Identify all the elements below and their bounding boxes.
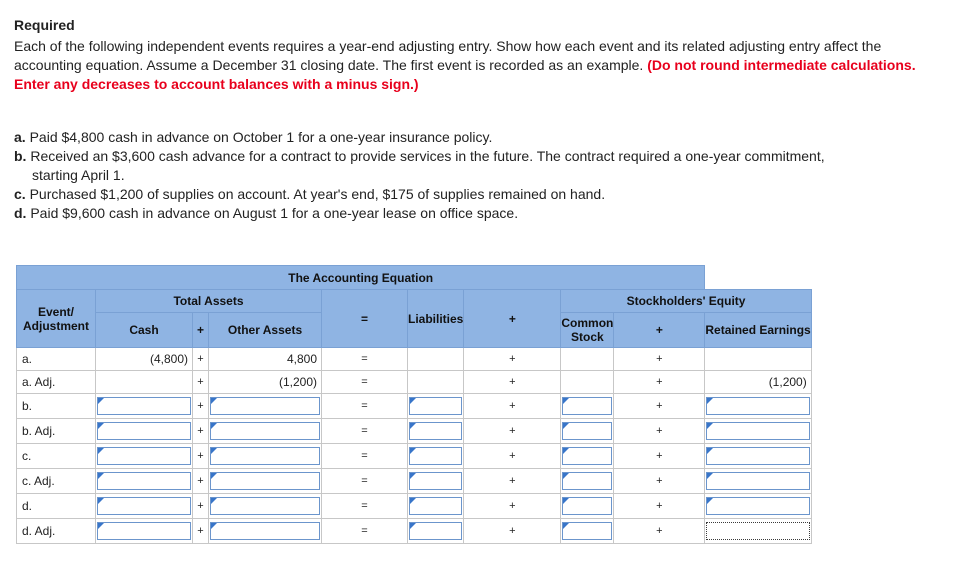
retained-earnings-input[interactable]: [706, 397, 809, 415]
common-stock-input[interactable]: [562, 447, 612, 465]
plus-sign: +: [193, 371, 209, 394]
row-event: c.: [17, 444, 96, 469]
header-stockholders-equity: Stockholders' Equity: [561, 290, 811, 313]
retained-earnings-input[interactable]: [706, 472, 809, 490]
common-stock-input-cell: [561, 444, 614, 469]
other-assets-input[interactable]: [210, 422, 320, 440]
retained-earnings-input[interactable]: [706, 447, 809, 465]
header-other-assets: Other Assets: [209, 313, 322, 348]
cash-input[interactable]: [97, 472, 191, 490]
header-plus-1: +: [193, 313, 209, 348]
other-assets-input-cell: [209, 519, 322, 544]
cash-input-cell: [96, 519, 193, 544]
liabilities-input[interactable]: [409, 472, 462, 490]
event-a: a. Paid $4,800 cash in advance on October 1 for a one-year insurance policy.: [14, 129, 493, 145]
cash-input-cell: [96, 394, 193, 419]
plus-sign: +: [193, 469, 209, 494]
plus-sign: +: [614, 394, 705, 419]
plus-sign: +: [193, 419, 209, 444]
liabilities-input-cell: [408, 394, 464, 419]
cash-input[interactable]: [97, 447, 191, 465]
instructions-warning: (Do not round intermediate calculations. Enter any decreases to account balances with a minus sign.): [14, 57, 916, 92]
equals-sign: =: [322, 394, 408, 419]
plus-sign: +: [193, 348, 209, 371]
retained-earnings-input-cell: [705, 519, 811, 544]
retained-earnings-input-cell: [705, 419, 811, 444]
common-stock-input-cell: [561, 419, 614, 444]
cash-value: (4,800): [96, 348, 193, 371]
cash-input-cell: [96, 419, 193, 444]
events-list: [14, 128, 944, 223]
plus-sign: +: [464, 348, 561, 371]
cash-input[interactable]: [97, 422, 191, 440]
common-stock-input[interactable]: [562, 497, 612, 515]
other-assets-input[interactable]: [210, 522, 320, 540]
common-stock-input-cell: [561, 519, 614, 544]
required-heading: Required: [14, 17, 75, 33]
plus-sign: +: [614, 519, 705, 544]
plus-sign: +: [614, 348, 705, 371]
plus-sign: +: [464, 371, 561, 394]
other-assets-input-cell: [209, 419, 322, 444]
liabilities-input[interactable]: [409, 447, 462, 465]
other-assets-input[interactable]: [210, 472, 320, 490]
other-assets-input-cell: [209, 394, 322, 419]
common-stock-input-cell: [561, 394, 614, 419]
header-common-stock: Common Stock: [561, 313, 614, 348]
table-row: [17, 469, 812, 494]
event-d: d. Paid $9,600 cash in advance on August 1 for a one-year lease on office space.: [14, 205, 519, 221]
cash-input[interactable]: [97, 397, 191, 415]
table-row: [17, 444, 812, 469]
retained-earnings-value: [705, 348, 811, 371]
retained-earnings-input-cell: [705, 469, 811, 494]
event-c: c. Purchased $1,200 of supplies on account. At year's end, $175 of supplies remained on hand.: [14, 186, 606, 202]
plus-sign: +: [464, 444, 561, 469]
equals-sign: =: [322, 444, 408, 469]
accounting-equation-table: [16, 265, 812, 544]
table-row: [17, 519, 812, 544]
header-cash: Cash: [96, 313, 193, 348]
plus-sign: +: [193, 519, 209, 544]
plus-sign: +: [614, 469, 705, 494]
event-b: b. Received an $3,600 cash advance for a contract to provide services in the future. The contract required a one-year commitment, starting April 1.: [14, 148, 825, 183]
row-event: a.: [17, 348, 96, 371]
other-assets-value: (1,200): [209, 371, 322, 394]
liabilities-input[interactable]: [409, 522, 462, 540]
retained-earnings-input[interactable]: [706, 522, 809, 540]
common-stock-input-cell: [561, 469, 614, 494]
row-event: a. Adj.: [17, 371, 96, 394]
instructions: [14, 37, 939, 94]
table-row: [17, 371, 812, 394]
row-event: c. Adj.: [17, 469, 96, 494]
instructions-text: Each of the following independent events requires a year-end adjusting entry. Show how each event and its related adjusting entry affect the accounting equation. Assume a December 31 closing date. The first event is recorded as an example.: [14, 38, 882, 73]
cash-input-cell: [96, 469, 193, 494]
header-retained-earnings: Retained Earnings: [705, 313, 811, 348]
retained-earnings-input-cell: [705, 494, 811, 519]
common-stock-value: [561, 348, 614, 371]
retained-earnings-input[interactable]: [706, 422, 809, 440]
liabilities-input-cell: [408, 419, 464, 444]
retained-earnings-input[interactable]: [706, 497, 809, 515]
plus-sign: +: [614, 444, 705, 469]
plus-sign: +: [464, 394, 561, 419]
header-equals: =: [322, 290, 408, 348]
table-row: [17, 394, 812, 419]
row-event: b.: [17, 394, 96, 419]
liabilities-value: [408, 348, 464, 371]
plus-sign: +: [193, 494, 209, 519]
other-assets-input[interactable]: [210, 447, 320, 465]
other-assets-input-cell: [209, 469, 322, 494]
common-stock-input[interactable]: [562, 397, 612, 415]
plus-sign: +: [193, 394, 209, 419]
plus-sign: +: [464, 494, 561, 519]
table-title: The Accounting Equation: [17, 266, 705, 290]
liabilities-value: [408, 371, 464, 394]
table-row: [17, 348, 812, 371]
cash-input[interactable]: [97, 497, 191, 515]
liabilities-input-cell: [408, 494, 464, 519]
header-total-assets: Total Assets: [96, 290, 322, 313]
plus-sign: +: [614, 419, 705, 444]
plus-sign: +: [464, 419, 561, 444]
plus-sign: +: [614, 494, 705, 519]
cash-value: [96, 371, 193, 394]
common-stock-input[interactable]: [562, 472, 612, 490]
liabilities-input-cell: [408, 444, 464, 469]
other-assets-input[interactable]: [210, 497, 320, 515]
equals-sign: =: [322, 371, 408, 394]
equals-sign: =: [322, 419, 408, 444]
equals-sign: =: [322, 469, 408, 494]
other-assets-value: 4,800: [209, 348, 322, 371]
retained-earnings-input-cell: [705, 394, 811, 419]
header-liabilities: Liabilities: [408, 290, 464, 348]
equals-sign: =: [322, 519, 408, 544]
liabilities-input-cell: [408, 519, 464, 544]
header-plus-3: +: [464, 290, 561, 348]
retained-earnings-value: (1,200): [705, 371, 811, 394]
equals-sign: =: [322, 348, 408, 371]
row-event: d. Adj.: [17, 519, 96, 544]
cash-input-cell: [96, 444, 193, 469]
common-stock-value: [561, 371, 614, 394]
liabilities-input[interactable]: [409, 397, 462, 415]
table-row: [17, 494, 812, 519]
cash-input[interactable]: [97, 522, 191, 540]
plus-sign: +: [614, 371, 705, 394]
row-event: d.: [17, 494, 96, 519]
common-stock-input[interactable]: [562, 422, 612, 440]
liabilities-input[interactable]: [409, 422, 462, 440]
table-row: [17, 419, 812, 444]
row-event: b. Adj.: [17, 419, 96, 444]
header-event: Event/ Adjustment: [17, 290, 96, 348]
header-plus-4: +: [614, 313, 705, 348]
other-assets-input[interactable]: [210, 397, 320, 415]
common-stock-input[interactable]: [562, 522, 612, 540]
equals-sign: =: [322, 494, 408, 519]
other-assets-input-cell: [209, 444, 322, 469]
other-assets-input-cell: [209, 494, 322, 519]
cash-input-cell: [96, 494, 193, 519]
plus-sign: +: [464, 519, 561, 544]
liabilities-input[interactable]: [409, 497, 462, 515]
plus-sign: +: [464, 469, 561, 494]
common-stock-input-cell: [561, 494, 614, 519]
liabilities-input-cell: [408, 469, 464, 494]
retained-earnings-input-cell: [705, 444, 811, 469]
plus-sign: +: [193, 444, 209, 469]
